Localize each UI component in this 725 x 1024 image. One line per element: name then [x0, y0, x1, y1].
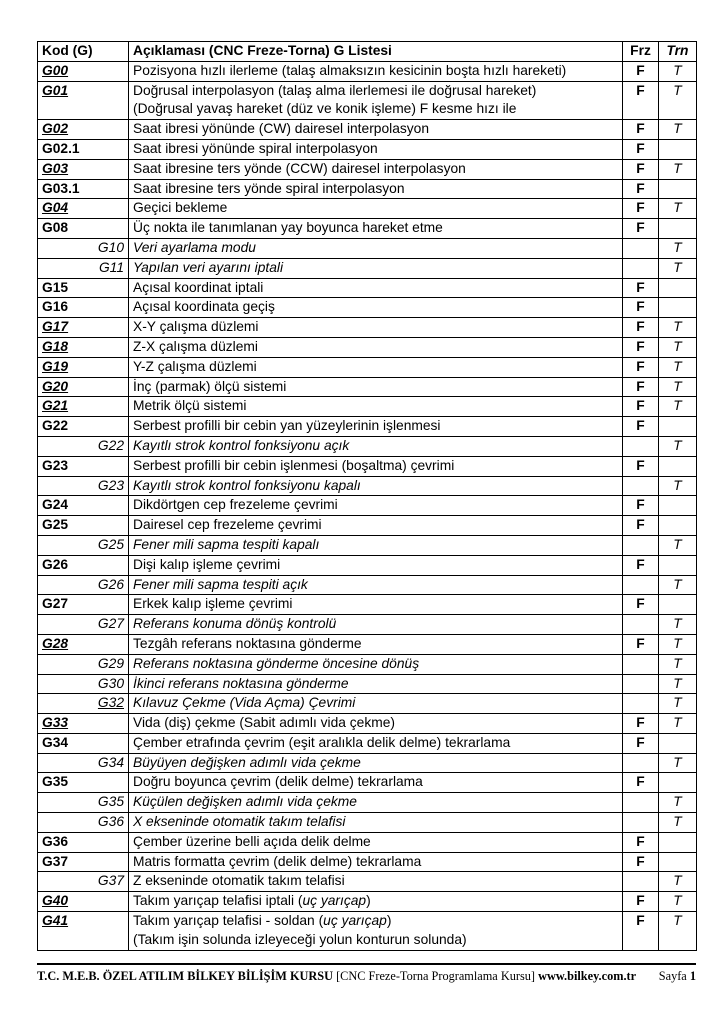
trn-cell: T [659, 258, 697, 278]
page-footer [37, 963, 696, 984]
g-code-cell: G33 [38, 714, 129, 734]
frz-cell [623, 654, 659, 674]
table-row [38, 278, 697, 298]
table-row [38, 654, 697, 674]
g-code-cell: G25 [38, 535, 129, 555]
trn-cell: T [659, 357, 697, 377]
trn-cell [659, 496, 697, 516]
trn-cell: T [659, 397, 697, 417]
table-row [38, 397, 697, 417]
frz-cell: F [623, 318, 659, 338]
description-cell [129, 892, 623, 912]
footer-page [659, 969, 696, 984]
description-cell [129, 397, 623, 417]
trn-cell: T [659, 61, 697, 81]
description-text: Çember etrafında çevrim (eşit aralıkla delik delme) tekrarlama [133, 734, 511, 750]
description-text: Saat ibresi yönünde (CW) dairesel interpolasyon [133, 121, 430, 137]
table-row [38, 81, 697, 120]
description-end-text: ) [366, 893, 371, 909]
description-text: Pozisyona hızlı ilerleme (talaş almaksızın kesicinin boşta hızlı hareketi) [133, 62, 567, 78]
table-row [38, 337, 697, 357]
frz-cell [623, 575, 659, 595]
frz-cell: F [623, 120, 659, 140]
table-row [38, 496, 697, 516]
trn-cell: T [659, 674, 697, 694]
description-text: Yapılan veri ayarını iptali [133, 259, 284, 275]
g-code-cell: G20 [38, 377, 129, 397]
trn-cell [659, 417, 697, 437]
g-code-cell: G03.1 [38, 179, 129, 199]
frz-cell: F [623, 912, 659, 951]
g-code-cell: G24 [38, 496, 129, 516]
trn-cell: T [659, 318, 697, 338]
g-code-table [37, 41, 697, 951]
description-cell [129, 793, 623, 813]
description-text: Üç nokta ile tanımlanan yay boyunca hareket etme [133, 220, 443, 236]
frz-cell: F [623, 159, 659, 179]
g-code-cell: G16 [38, 298, 129, 318]
description-text: Y-Z çalışma düzlemi [133, 358, 257, 374]
table-row [38, 793, 697, 813]
trn-cell [659, 456, 697, 476]
description-second-line: (Doğrusal yavaş hareket (düz ve konik işleme) F kesme hızı ile [133, 101, 517, 117]
frz-cell: F [623, 179, 659, 199]
g-code-cell: G25 [38, 516, 129, 536]
table-row [38, 674, 697, 694]
description-italic-text: uç yarıçap [302, 893, 367, 909]
description-text: Fener mili sapma tespiti açık [133, 576, 308, 592]
trn-cell: T [659, 793, 697, 813]
header-trn: Trn [659, 42, 697, 62]
description-text: Fener mili sapma tespiti kapalı [133, 536, 320, 552]
trn-cell: T [659, 872, 697, 892]
g-code-cell: G15 [38, 278, 129, 298]
table-row [38, 555, 697, 575]
description-text: Kayıtlı strok kontrol fonksiyonu açık [133, 437, 350, 453]
table-row [38, 892, 697, 912]
description-cell [129, 337, 623, 357]
table-row [38, 733, 697, 753]
trn-cell: T [659, 753, 697, 773]
trn-cell [659, 139, 697, 159]
frz-cell: F [623, 773, 659, 793]
table-row [38, 159, 697, 179]
table-row [38, 773, 697, 793]
description-text: Z-X çalışma düzlemi [133, 338, 258, 354]
description-cell [129, 654, 623, 674]
g-code-cell: G35 [38, 773, 129, 793]
g-code-cell: G36 [38, 813, 129, 833]
header-frz: Frz [623, 42, 659, 62]
frz-cell [623, 615, 659, 635]
g-code-cell: G34 [38, 753, 129, 773]
description-text: İnç (parmak) ölçü sistemi [133, 378, 287, 394]
description-text: Kılavuz Çekme (Vida Açma) Çevrimi [133, 695, 356, 711]
description-cell [129, 733, 623, 753]
table-row [38, 912, 697, 951]
table-header-row [38, 42, 697, 62]
description-text: Saat ibresi yönünde spiral interpolasyon [133, 140, 378, 156]
description-text: Açısal koordinat iptali [133, 279, 264, 295]
trn-cell [659, 832, 697, 852]
g-code-cell: G27 [38, 615, 129, 635]
g-code-cell: G22 [38, 436, 129, 456]
page-number: 1 [689, 969, 696, 983]
frz-cell: F [623, 852, 659, 872]
table-row [38, 318, 697, 338]
g-code-cell: G28 [38, 634, 129, 654]
description-end-text: ) [386, 913, 392, 929]
g-code-cell: G34 [38, 733, 129, 753]
description-text: Erkek kalıp işleme çevrimi [133, 596, 293, 612]
table-row [38, 179, 697, 199]
g-code-cell: G10 [38, 238, 129, 258]
trn-cell [659, 852, 697, 872]
frz-cell [623, 238, 659, 258]
description-cell [129, 674, 623, 694]
description-text: X ekseninde otomatik takım telafisi [133, 814, 346, 830]
table-row [38, 139, 697, 159]
trn-cell: T [659, 654, 697, 674]
description-italic-text: uç yarıçap [323, 913, 387, 929]
g-code-cell: G18 [38, 337, 129, 357]
frz-cell [623, 872, 659, 892]
description-cell [129, 476, 623, 496]
header-description: Açıklaması (CNC Freze-Torna) G Listesi [129, 42, 623, 62]
description-cell [129, 61, 623, 81]
table-row [38, 714, 697, 734]
description-cell [129, 714, 623, 734]
description-text: Takım yarıçap telafisi iptali ( [133, 893, 303, 909]
g-code-cell: G35 [38, 793, 129, 813]
g-code-cell: G02 [38, 120, 129, 140]
description-cell [129, 535, 623, 555]
footer-site: www.bilkey.com.tr [538, 969, 637, 983]
table-row [38, 238, 697, 258]
description-text: Dikdörtgen cep frezeleme çevrimi [133, 497, 338, 513]
description-text: X-Y çalışma düzlemi [133, 319, 259, 335]
description-cell [129, 179, 623, 199]
table-row [38, 357, 697, 377]
footer-course: [CNC Freze-Torna Programlama Kursu] [336, 969, 535, 983]
description-cell [129, 753, 623, 773]
frz-cell [623, 476, 659, 496]
trn-cell: T [659, 694, 697, 714]
description-cell [129, 575, 623, 595]
frz-cell [623, 535, 659, 555]
description-text: Kayıtlı strok kontrol fonksiyonu kapalı [133, 477, 361, 493]
description-cell [129, 258, 623, 278]
table-body [38, 61, 697, 950]
description-cell [129, 120, 623, 140]
frz-cell [623, 694, 659, 714]
description-text: Açısal koordinata geçiş [133, 299, 275, 315]
frz-cell: F [623, 357, 659, 377]
description-text: Saat ibresine ters yönde spiral interpolasyon [133, 180, 405, 196]
description-text: Veri ayarlama modu [133, 239, 256, 255]
frz-cell: F [623, 516, 659, 536]
table-row [38, 476, 697, 496]
trn-cell [659, 516, 697, 536]
description-text: Referans noktasına gönderme öncesine dönüş [133, 655, 420, 671]
description-cell [129, 417, 623, 437]
description-cell [129, 139, 623, 159]
g-code-cell: G19 [38, 357, 129, 377]
table-row [38, 813, 697, 833]
trn-cell: T [659, 238, 697, 258]
g-code-cell: G26 [38, 555, 129, 575]
description-text: Z ekseninde otomatik takım telafisi [133, 873, 345, 889]
frz-cell: F [623, 397, 659, 417]
g-code-cell: G36 [38, 832, 129, 852]
table-row [38, 456, 697, 476]
description-text: Referans konuma dönüş kontrolü [133, 616, 337, 632]
g-code-cell: G23 [38, 476, 129, 496]
trn-cell: T [659, 912, 697, 951]
description-cell [129, 912, 623, 951]
description-second-line: (Takım işin solunda izleyeceği yolun konturun solunda) [133, 931, 467, 947]
description-cell [129, 298, 623, 318]
trn-cell: T [659, 813, 697, 833]
table-row [38, 436, 697, 456]
frz-cell [623, 793, 659, 813]
table-row [38, 219, 697, 239]
trn-cell [659, 219, 697, 239]
description-cell [129, 634, 623, 654]
g-code-cell: G02.1 [38, 139, 129, 159]
frz-cell: F [623, 417, 659, 437]
trn-cell: T [659, 535, 697, 555]
frz-cell: F [623, 81, 659, 120]
table-row [38, 120, 697, 140]
description-cell [129, 456, 623, 476]
g-code-cell: G41 [38, 912, 129, 951]
description-cell [129, 436, 623, 456]
frz-cell [623, 674, 659, 694]
description-cell [129, 377, 623, 397]
frz-cell: F [623, 61, 659, 81]
description-text: Vida (diş) çekme (Sabit adımlı vida çekme) [133, 715, 395, 731]
g-code-cell: G03 [38, 159, 129, 179]
g-code-cell: G04 [38, 199, 129, 219]
description-text: Matris formatta çevrim (delik delme) tekrarlama [133, 853, 422, 869]
description-cell [129, 595, 623, 615]
frz-cell: F [623, 832, 659, 852]
table-row [38, 615, 697, 635]
description-cell [129, 516, 623, 536]
frz-cell: F [623, 219, 659, 239]
description-text: Serbest profilli bir cebin işlenmesi (boşaltma) çevrimi [133, 457, 455, 473]
description-cell [129, 872, 623, 892]
g-code-cell: G11 [38, 258, 129, 278]
frz-cell: F [623, 634, 659, 654]
description-text: Dairesel cep frezeleme çevrimi [133, 517, 322, 533]
frz-cell: F [623, 555, 659, 575]
description-text: Çember üzerine belli açıda delik delme [133, 833, 371, 849]
table-row [38, 61, 697, 81]
frz-cell [623, 258, 659, 278]
description-cell [129, 238, 623, 258]
description-cell [129, 832, 623, 852]
description-cell [129, 813, 623, 833]
description-text: Küçülen değişken adımlı vida çekme [133, 794, 357, 810]
description-cell [129, 496, 623, 516]
table-row [38, 417, 697, 437]
trn-cell: T [659, 377, 697, 397]
g-code-cell: G27 [38, 595, 129, 615]
table-row [38, 634, 697, 654]
description-text: İkinci referans noktasına gönderme [133, 675, 349, 691]
g-code-cell: G37 [38, 872, 129, 892]
description-cell [129, 357, 623, 377]
frz-cell: F [623, 456, 659, 476]
page-label: Sayfa [658, 969, 687, 983]
frz-cell: F [623, 298, 659, 318]
frz-cell: F [623, 733, 659, 753]
description-cell [129, 615, 623, 635]
table-row [38, 258, 697, 278]
trn-cell: T [659, 714, 697, 734]
g-code-cell: G32 [38, 694, 129, 714]
description-cell [129, 318, 623, 338]
trn-cell [659, 555, 697, 575]
trn-cell: T [659, 159, 697, 179]
frz-cell: F [623, 377, 659, 397]
table-row [38, 575, 697, 595]
trn-cell: T [659, 575, 697, 595]
description-text: Doğrusal interpolasyon (talaş alma ilerlemesi ile doğrusal hareket) [133, 82, 537, 98]
trn-cell [659, 733, 697, 753]
trn-cell [659, 179, 697, 199]
description-cell [129, 773, 623, 793]
table-row [38, 832, 697, 852]
table-row [38, 852, 697, 872]
g-code-cell: G21 [38, 397, 129, 417]
frz-cell: F [623, 714, 659, 734]
table-row [38, 872, 697, 892]
description-cell [129, 694, 623, 714]
g-code-cell: G08 [38, 219, 129, 239]
table-row [38, 516, 697, 536]
description-text: Büyüyen değişken adımlı vida çekme [133, 754, 361, 770]
footer-org: T.C. M.E.B. ÖZEL ATILIM BİLKEY BİLİŞİM KURSU [37, 969, 333, 983]
description-text: Saat ibresine ters yönde (CCW) dairesel interpolasyon [133, 160, 466, 176]
trn-cell: T [659, 892, 697, 912]
frz-cell [623, 436, 659, 456]
g-code-cell: G22 [38, 417, 129, 437]
description-cell [129, 199, 623, 219]
g-code-cell: G00 [38, 61, 129, 81]
trn-cell [659, 298, 697, 318]
g-code-cell: G37 [38, 852, 129, 872]
frz-cell: F [623, 496, 659, 516]
description-cell [129, 81, 623, 120]
trn-cell [659, 773, 697, 793]
trn-cell: T [659, 337, 697, 357]
g-code-cell: G40 [38, 892, 129, 912]
table-row [38, 753, 697, 773]
g-code-cell: G17 [38, 318, 129, 338]
trn-cell: T [659, 199, 697, 219]
description-text: Dişi kalıp işleme çevrimi [133, 556, 281, 572]
table-row [38, 535, 697, 555]
table-row [38, 595, 697, 615]
trn-cell: T [659, 634, 697, 654]
header-code: Kod (G) [38, 42, 129, 62]
frz-cell [623, 813, 659, 833]
description-text: Serbest profilli bir cebin yan yüzeylerinin işlenmesi [133, 418, 441, 434]
table-row [38, 694, 697, 714]
description-cell [129, 159, 623, 179]
trn-cell: T [659, 436, 697, 456]
description-text: Takım yarıçap telafisi - soldan ( [133, 913, 324, 929]
description-text: Doğru boyunca çevrim (delik delme) tekrarlama [133, 774, 423, 790]
frz-cell: F [623, 199, 659, 219]
table-row [38, 298, 697, 318]
description-cell [129, 555, 623, 575]
frz-cell: F [623, 595, 659, 615]
description-cell [129, 852, 623, 872]
trn-cell [659, 595, 697, 615]
trn-cell: T [659, 120, 697, 140]
g-code-cell: G01 [38, 81, 129, 120]
frz-cell: F [623, 139, 659, 159]
table-row [38, 377, 697, 397]
trn-cell: T [659, 476, 697, 496]
frz-cell: F [623, 278, 659, 298]
description-cell [129, 278, 623, 298]
trn-cell: T [659, 81, 697, 120]
description-text: Tezgâh referans noktasına gönderme [133, 635, 362, 651]
description-text: Geçici bekleme [133, 200, 228, 216]
g-code-cell: G26 [38, 575, 129, 595]
frz-cell: F [623, 337, 659, 357]
g-code-cell: G23 [38, 456, 129, 476]
trn-cell: T [659, 615, 697, 635]
g-code-cell: G29 [38, 654, 129, 674]
description-cell [129, 219, 623, 239]
g-code-cell: G30 [38, 674, 129, 694]
trn-cell [659, 278, 697, 298]
description-text: Metrik ölçü sistemi [133, 398, 247, 414]
frz-cell: F [623, 892, 659, 912]
frz-cell [623, 753, 659, 773]
table-row [38, 199, 697, 219]
